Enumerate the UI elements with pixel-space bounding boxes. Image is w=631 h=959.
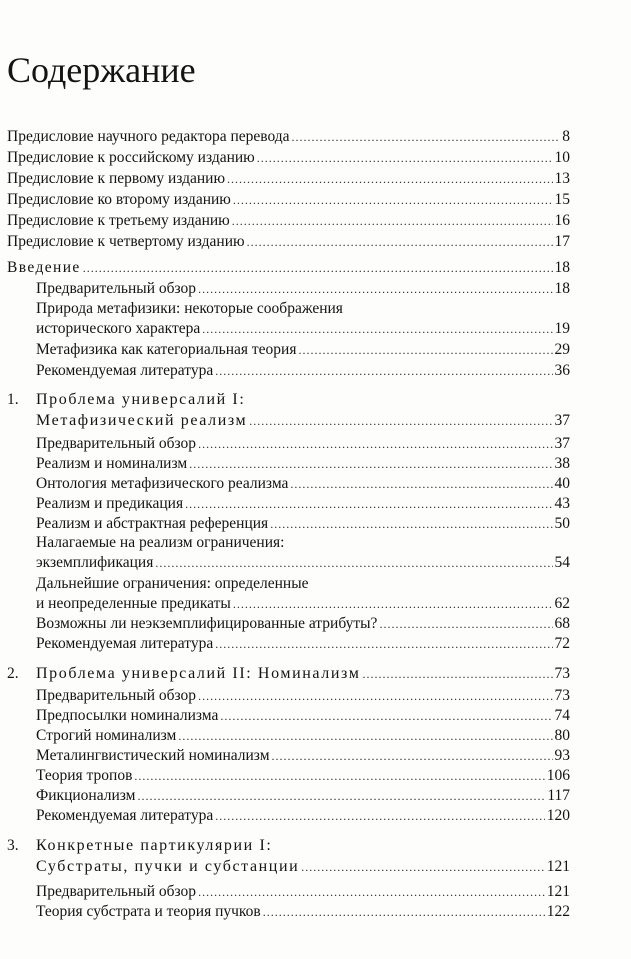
leader-dots: [233, 191, 553, 210]
leader-dots: [247, 233, 553, 252]
toc-entry-page: 36: [554, 362, 570, 379]
leader-dots: [362, 665, 552, 684]
toc-entry-page: 120: [546, 807, 570, 824]
leader-dots: [198, 687, 552, 706]
toc-entry-title: Предисловие к российскому изданию: [7, 149, 255, 166]
toc-entry-title: Предисловие научного редактора перевода: [7, 128, 290, 145]
toc-entry-title: Рекомендуемая литература: [36, 635, 214, 652]
toc-entry-page: 93: [554, 747, 570, 764]
toc-entry-title-line1: Природа метафизики: некоторые соображения: [36, 300, 343, 317]
toc-entry[interactable]: [36, 434, 570, 454]
toc-entry-page: 10: [554, 149, 570, 166]
leader-dots: [272, 747, 553, 766]
leader-dots: [290, 475, 552, 494]
toc-entry[interactable]: [36, 614, 570, 634]
chapter-number: 3.: [7, 837, 19, 854]
toc-entry-title: Теория субстрата и теория пучков: [36, 903, 261, 920]
toc-entry-title: Предварительный обзор: [36, 435, 197, 452]
leader-dots: [232, 212, 553, 231]
toc-entry-title: экземплификация: [36, 554, 154, 571]
toc-entry-page: 73: [554, 687, 570, 704]
toc-entry[interactable]: [36, 514, 570, 534]
leader-dots: [257, 149, 553, 168]
toc-entry-title: Предварительный обзор: [36, 687, 197, 704]
chapter-page: 121: [546, 858, 570, 875]
toc-entry-title: Реализм и предикация: [36, 495, 184, 512]
toc-entry-page: 122: [546, 903, 570, 920]
chapter-page: 37: [554, 412, 570, 429]
toc-entry-title: Строгий номинализм: [36, 727, 177, 744]
toc-entry[interactable]: [7, 232, 570, 252]
toc-entry-page: 121: [546, 883, 570, 900]
chapter-heading[interactable]: [36, 411, 570, 431]
leader-dots: [233, 595, 553, 614]
toc-entry-page: 16: [554, 212, 570, 229]
toc-entry[interactable]: [36, 361, 570, 381]
toc-entry-title-line1: Налагаемые на реализм ограничения:: [36, 534, 285, 551]
leader-dots: [202, 320, 552, 339]
toc-entry-title: Теория тропов: [36, 767, 133, 784]
toc-entry[interactable]: [7, 169, 570, 189]
leader-dots: [270, 515, 552, 534]
toc-section-heading[interactable]: [7, 258, 570, 278]
toc-entry-page: 72: [554, 635, 570, 652]
toc-entry[interactable]: [36, 594, 570, 614]
toc-entry-title: исторического характера: [36, 320, 201, 337]
toc-entry-page: 15: [554, 191, 570, 208]
toc-entry-page: 18: [554, 280, 570, 297]
page-title: Содержание: [7, 50, 196, 90]
chapter-title: Метафизический реализм: [36, 412, 248, 429]
toc-entry-title: Предисловие ко второму изданию: [7, 191, 231, 208]
toc-entry-title: Рекомендуемая литература: [36, 807, 214, 824]
toc-entry[interactable]: [36, 902, 570, 922]
leader-dots: [189, 455, 552, 474]
toc-entry[interactable]: [36, 340, 570, 360]
leader-dots: [215, 635, 552, 654]
toc-entry[interactable]: [7, 148, 570, 168]
toc-entry[interactable]: [36, 279, 570, 299]
toc-entry-page: 54: [554, 554, 570, 571]
toc-entry[interactable]: [36, 746, 570, 766]
toc-entry-title: Предисловие к первому изданию: [7, 170, 226, 187]
toc-entry[interactable]: [36, 766, 570, 786]
chapter-number: 1.: [7, 391, 19, 408]
toc-entry-page: 38: [554, 455, 570, 472]
toc-entry-title: Предварительный обзор: [36, 280, 197, 297]
leader-dots: [379, 615, 552, 634]
toc-entry-page: 106: [546, 767, 570, 784]
toc-entry-page: 40: [554, 475, 570, 492]
toc-entry[interactable]: [7, 190, 570, 210]
chapter-heading[interactable]: [36, 857, 570, 877]
chapter-title-line1: Конкретные партикулярии I:: [36, 837, 273, 854]
toc-entry-title: Фикционализм: [36, 787, 136, 804]
toc-entry-title: Предисловие к четвертому изданию: [7, 233, 245, 250]
toc-entry-title-line1: Дальнейшие ограничения: определенные: [36, 575, 309, 592]
toc-entry-title: и неопределенные предикаты: [36, 595, 231, 612]
leader-dots: [215, 807, 545, 826]
toc-entry-page: 43: [554, 495, 570, 512]
toc-entry-title: Реализм и абстрактная референция: [36, 515, 269, 532]
toc-entry-title: Реализм и номинализм: [36, 455, 188, 472]
toc-entry[interactable]: [7, 211, 570, 231]
chapter-heading[interactable]: [36, 664, 570, 684]
toc-entry[interactable]: [36, 726, 570, 746]
leader-dots: [220, 707, 552, 726]
toc-entry-title: Металингвистический номинализм: [36, 747, 270, 764]
leader-dots: [298, 341, 552, 360]
toc-entry-page: 74: [554, 707, 570, 724]
toc-entry[interactable]: [36, 474, 570, 494]
leader-dots: [155, 554, 552, 573]
toc-entry[interactable]: [36, 686, 570, 706]
toc-entry[interactable]: [36, 706, 570, 726]
toc-entry-page: 117: [547, 787, 570, 804]
toc-entry-page: 8: [562, 128, 570, 145]
leader-dots: [137, 787, 545, 806]
leader-dots: [134, 767, 544, 786]
toc-entry-title: Метафизика как категориальная теория: [36, 341, 297, 358]
toc-entry-title: Онтология метафизического реализма: [36, 475, 289, 492]
toc-entry-page: 68: [554, 615, 570, 632]
leader-dots: [263, 903, 545, 922]
toc-entry[interactable]: [36, 786, 570, 806]
chapter-number: 2.: [7, 665, 19, 682]
toc-entry[interactable]: [36, 806, 570, 826]
leader-dots: [178, 727, 552, 746]
toc-entry-page: 80: [554, 727, 570, 744]
chapter-page: 73: [554, 665, 570, 682]
leader-dots: [198, 883, 545, 902]
chapter-title: Проблема универсалий II: Номинализм: [36, 665, 361, 682]
chapter-title-line1: Проблема универсалий I:: [36, 391, 246, 408]
leader-dots: [227, 170, 552, 189]
toc-entry-page: 13: [554, 170, 570, 187]
toc-entry-title: Возможны ли неэкземплифицированные атрибуты?: [36, 615, 378, 632]
chapter-title: Субстраты, пучки и субстанции: [36, 858, 300, 875]
leader-dots: [292, 128, 561, 147]
leader-dots: [249, 412, 552, 431]
toc-entry-title: Рекомендуемая литература: [36, 362, 214, 379]
leader-dots: [301, 858, 544, 877]
toc-entry-page: 50: [554, 515, 570, 532]
section-page: 18: [554, 259, 570, 276]
leader-dots: [198, 280, 552, 299]
toc-entry[interactable]: [7, 127, 570, 147]
toc-entry[interactable]: [36, 319, 570, 339]
toc-entry-page: 29: [554, 341, 570, 358]
toc-entry-page: 17: [554, 233, 570, 250]
toc-entry-page: 62: [554, 595, 570, 612]
toc-entry-page: 37: [554, 435, 570, 452]
toc-entry[interactable]: [36, 494, 570, 514]
leader-dots: [185, 495, 552, 514]
toc-entry[interactable]: [36, 454, 570, 474]
toc-entry[interactable]: [36, 634, 570, 654]
toc-entry-title: Предпосылки номинализма: [36, 707, 219, 724]
leader-dots: [83, 259, 553, 278]
toc-entry[interactable]: [36, 553, 570, 573]
toc-entry[interactable]: [36, 882, 570, 902]
leader-dots: [198, 435, 552, 454]
section-title: Введение: [7, 259, 81, 276]
toc-entry-page: 19: [554, 320, 570, 337]
toc-entry-title: Предисловие к третьему изданию: [7, 212, 230, 229]
toc-entry-title: Предварительный обзор: [36, 883, 197, 900]
leader-dots: [215, 362, 552, 381]
